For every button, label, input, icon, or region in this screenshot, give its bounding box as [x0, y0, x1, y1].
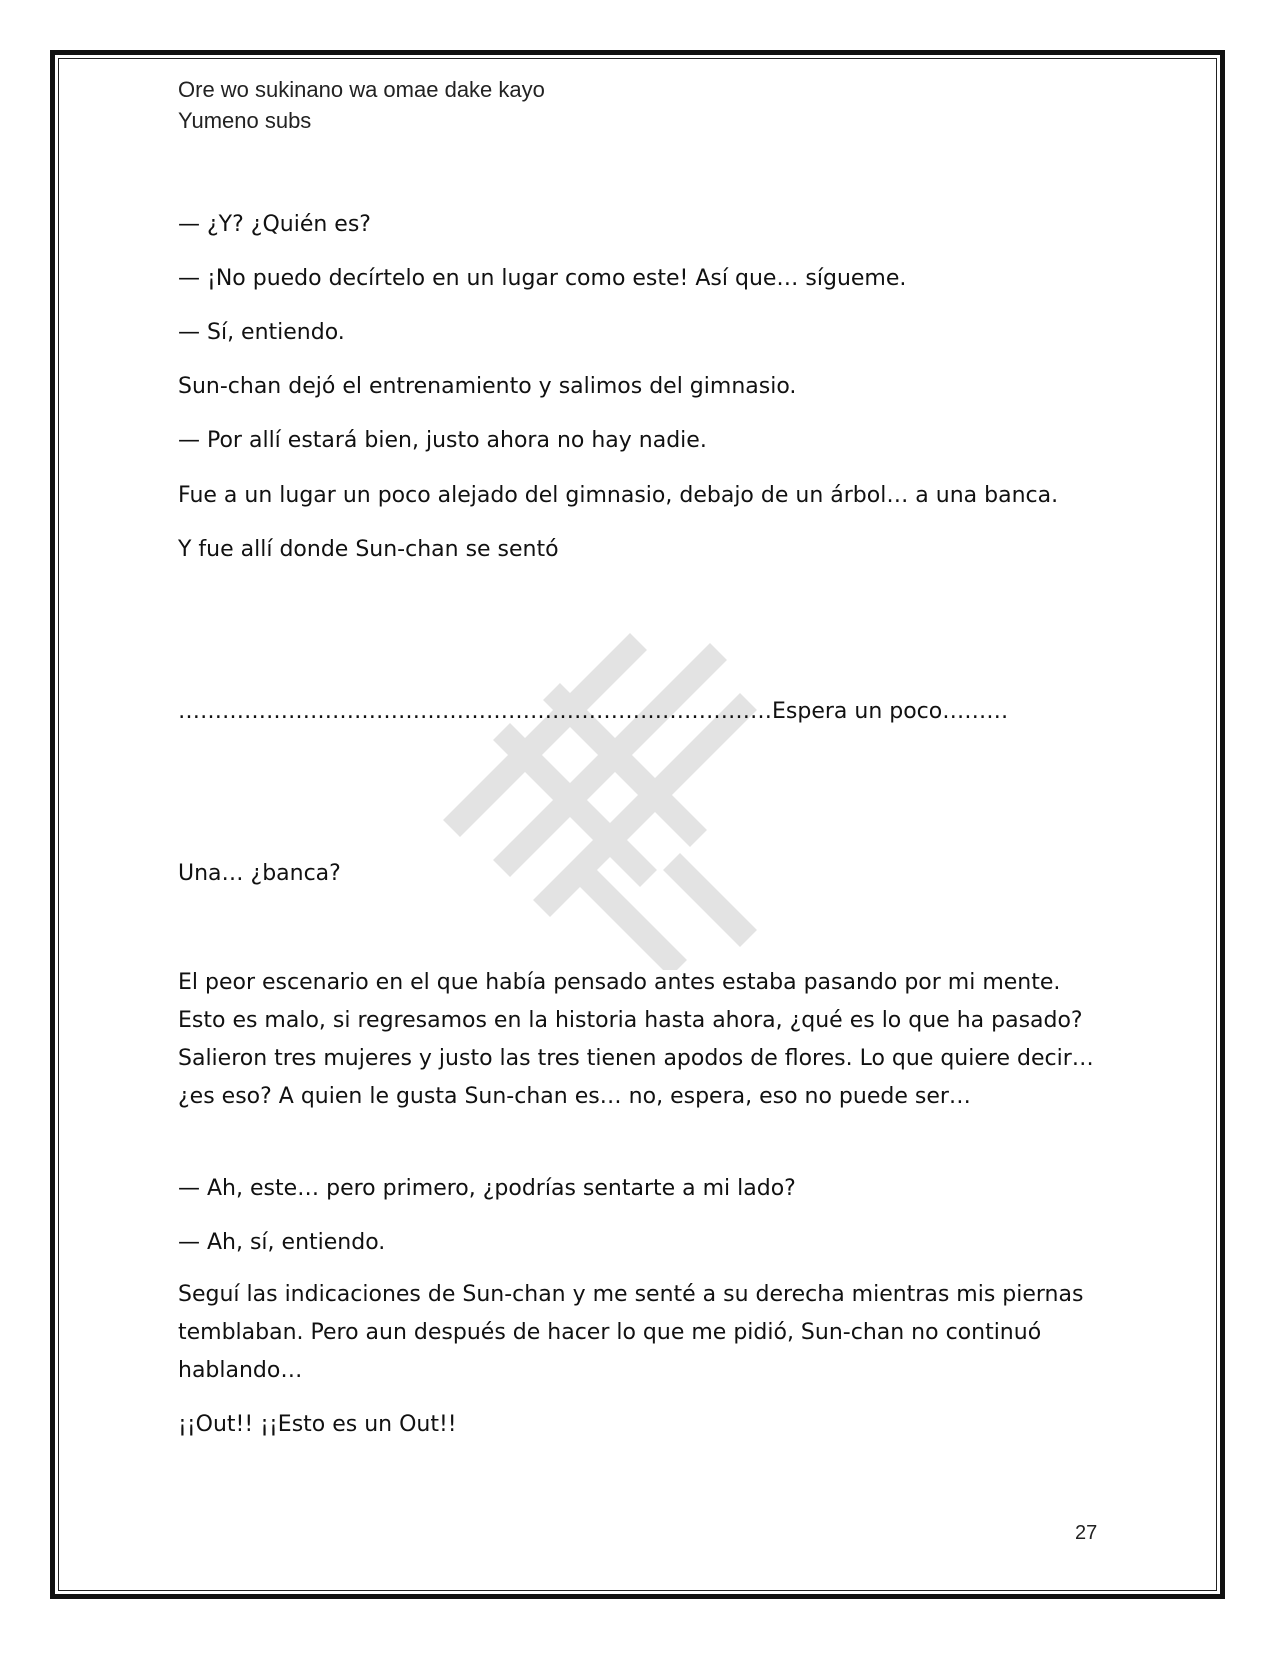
dialogue-line: — Por allí estará bien, justo ahora no hay nadie. [178, 428, 707, 453]
page-number: 27 [1075, 1522, 1098, 1544]
narration-line: Y fue allí donde Sun-chan se sentó [178, 537, 559, 562]
header-subtitle: Yumeno subs [178, 108, 312, 133]
page-header [178, 74, 545, 136]
narration-line: ………………………………………………………………………Espera un poco……… [178, 699, 1009, 724]
narration-paragraph: El peor escenario en el que había pensado antes estaba pasando por mi mente. Esto es malo, si regresamos en la historia hasta ahora, ¿qué es lo que ha pasado? Salieron tres mujeres y justo las tres tienen apodos de flores. Lo que quiere decir… ¿es eso? A quien le gusta Sun-chan es… no, espera, eso no puede ser… [178, 970, 1094, 1109]
narration-line: Sun-chan dejó el entrenamiento y salimos del gimnasio. [178, 374, 797, 399]
header-title: Ore wo sukinano wa omae dake kayo [178, 77, 545, 102]
narration-line: Fue a un lugar un poco alejado del gimnasio, debajo de un árbol… a una banca. [178, 483, 1059, 508]
dialogue-line: — Ah, este… pero primero, ¿podrías sentarte a mi lado? [178, 1176, 796, 1201]
narration-line: Una… ¿banca? [178, 861, 341, 886]
narration-paragraph: Seguí las indicaciones de Sun-chan y me senté a su derecha mientras mis piernas temblaban. Pero aun después de hacer lo que me pidió, Sun-chan no continuó hablando… [178, 1282, 1084, 1383]
dialogue-line: — Ah, sí, entiendo. [178, 1230, 386, 1255]
dialogue-line: — Sí, entiendo. [178, 320, 345, 345]
dialogue-line: — ¿Y? ¿Quién es? [178, 212, 371, 237]
narration-line: ¡¡Out!! ¡¡Esto es un Out!! [178, 1412, 457, 1437]
dialogue-line: — ¡No puedo decírtelo en un lugar como este! Así que… sígueme. [178, 266, 907, 291]
